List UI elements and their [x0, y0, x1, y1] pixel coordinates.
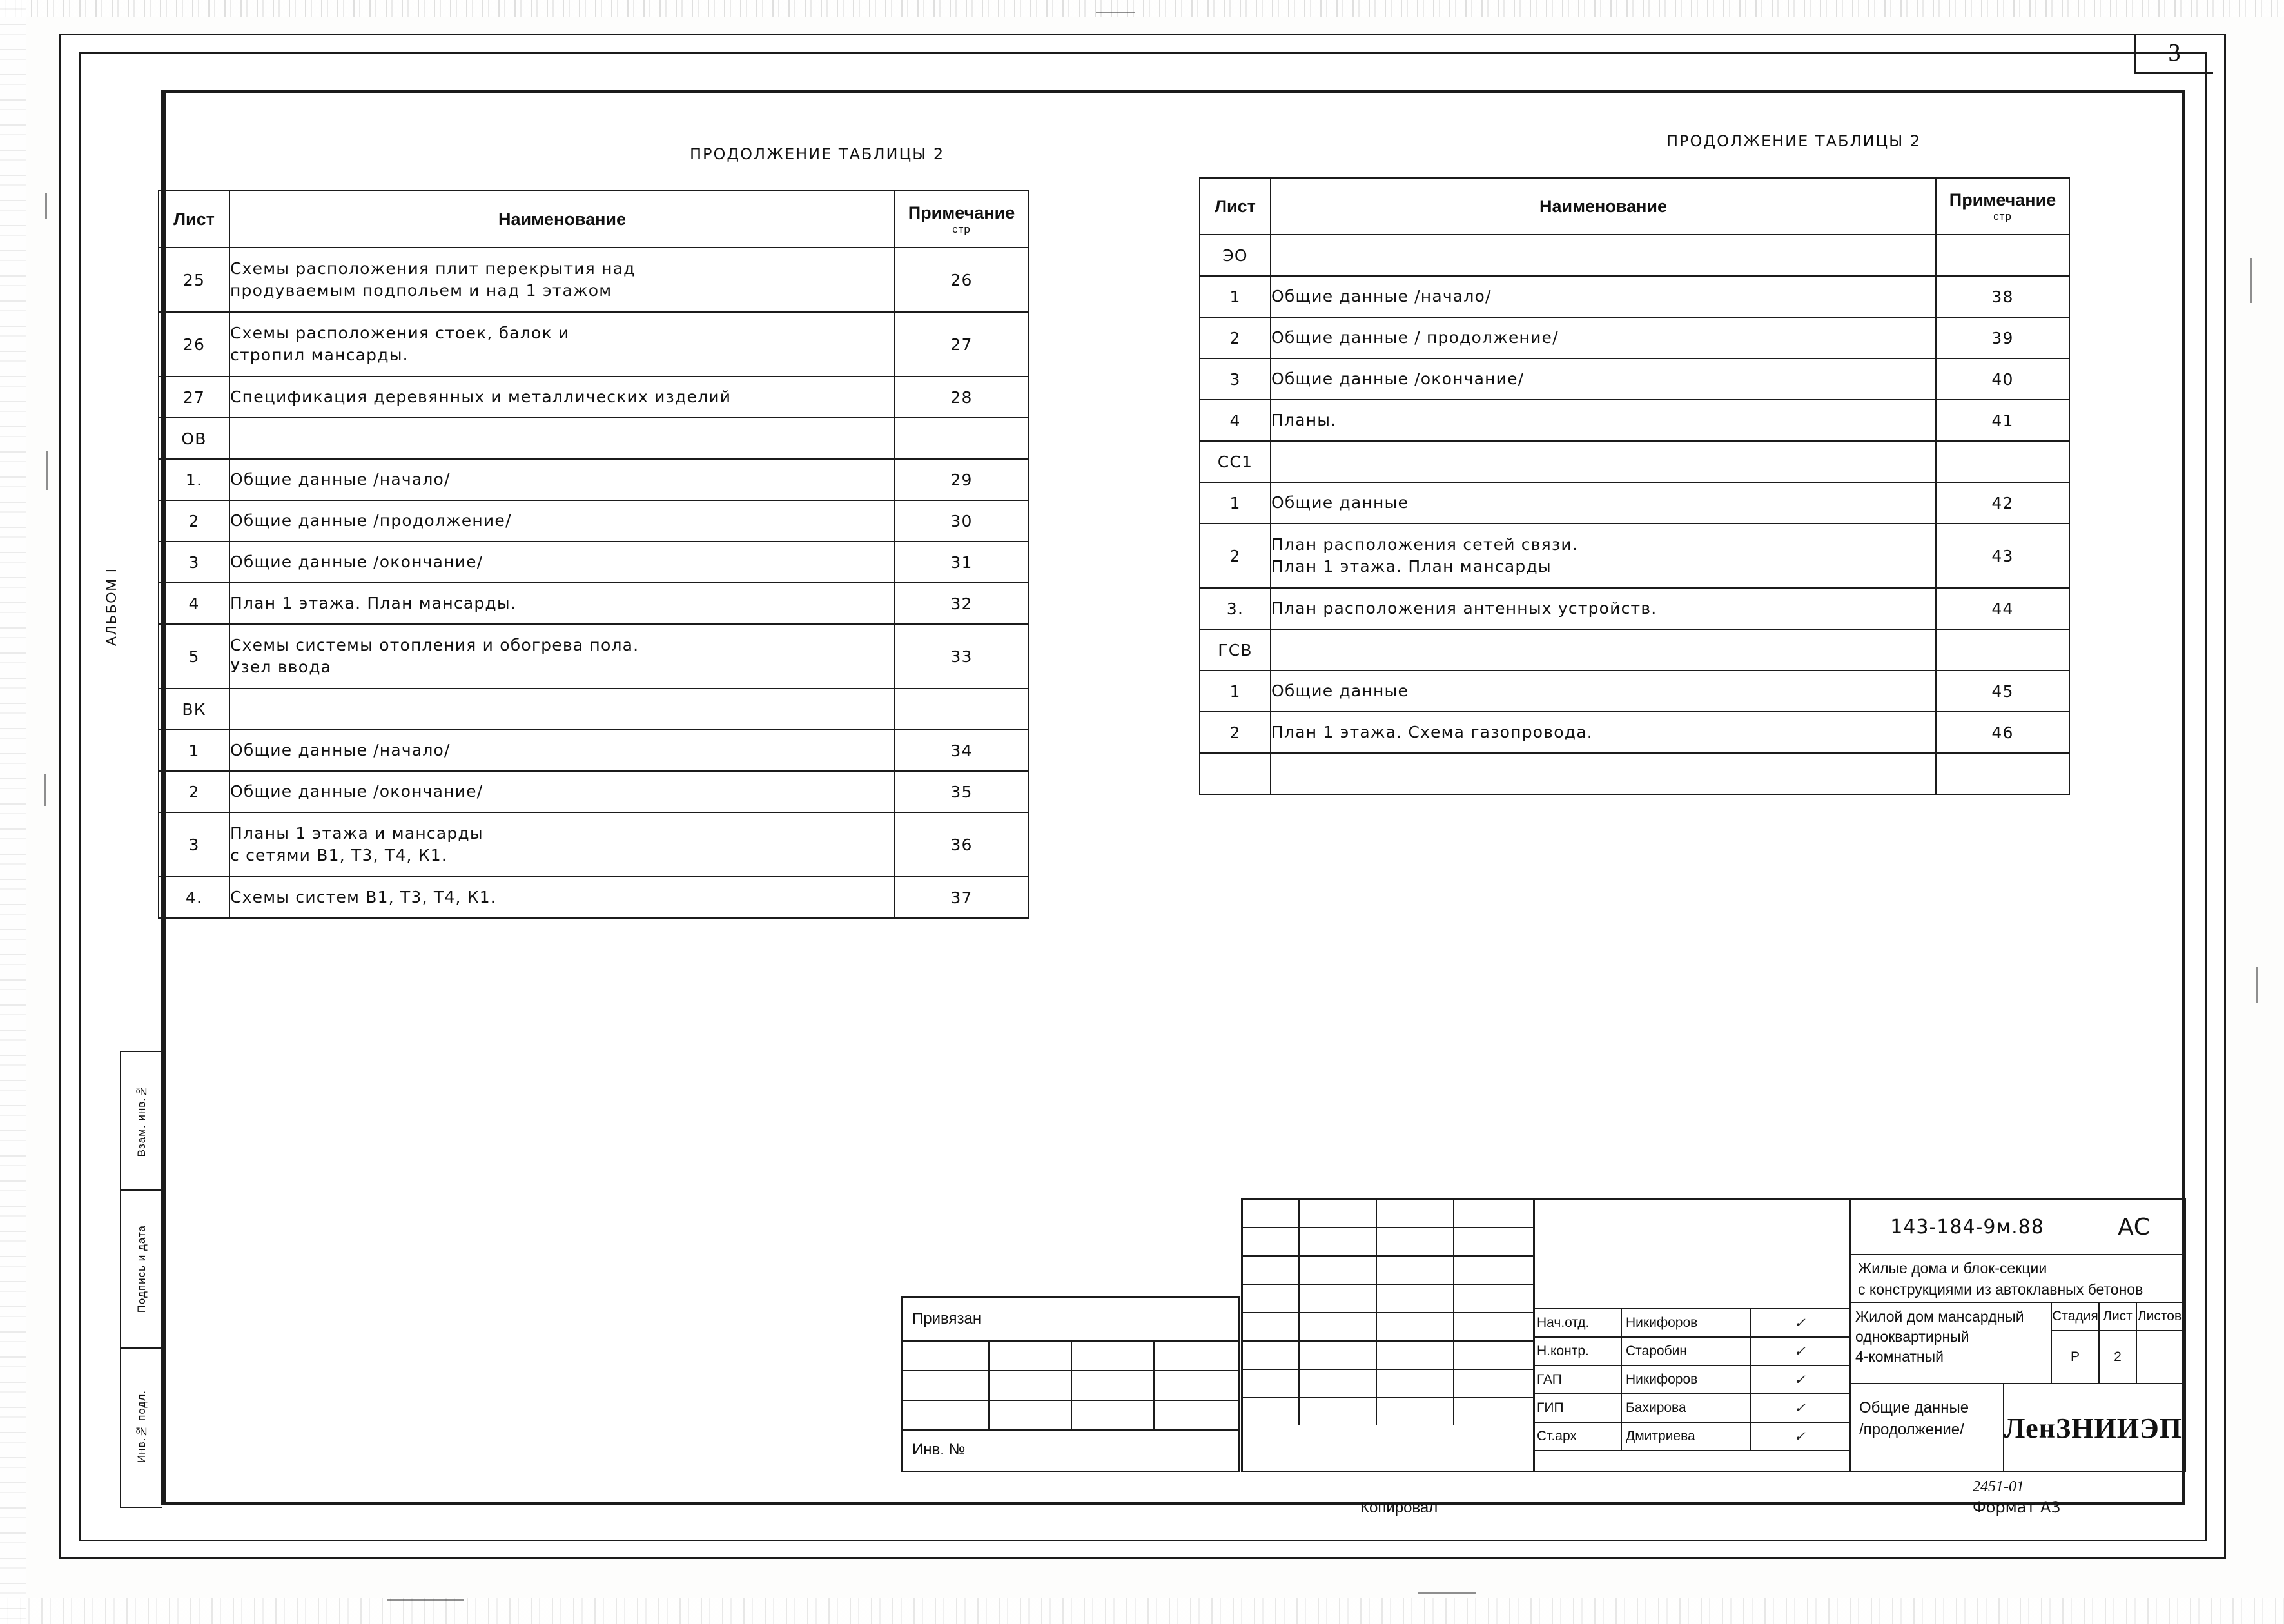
stage-header-listov: Листов — [2137, 1309, 2182, 1324]
row-page-number: 41 — [1936, 400, 2069, 441]
row-page-number: 42 — [1936, 482, 2069, 523]
left-header-sheet: Лист — [159, 191, 229, 248]
table-row — [159, 459, 1028, 500]
row-page-number — [1936, 629, 2069, 670]
row-name: Общие данные /начало/ — [229, 459, 895, 500]
row-page-number: 28 — [895, 377, 1028, 418]
right-header-note — [1936, 178, 2069, 235]
title-block-object-row — [1849, 1303, 2182, 1384]
row-page-number: 31 — [895, 542, 1028, 583]
revision-row — [1243, 1313, 1533, 1342]
revision-row — [1243, 1200, 1533, 1228]
title-block-footer — [1849, 1384, 2182, 1472]
binding-block-inv-label: Инв. № — [912, 1441, 966, 1458]
left-table-body — [159, 248, 1028, 918]
row-name: Общие данные — [1271, 482, 1936, 523]
signature-row — [1533, 1423, 1849, 1451]
stage-value-row — [2052, 1331, 2182, 1383]
row-page-number: 45 — [1936, 670, 2069, 712]
object-description — [1849, 1303, 2052, 1383]
title-block-subtitle — [1849, 1255, 2182, 1303]
table-row — [1200, 629, 2069, 670]
table-row — [1200, 235, 2069, 276]
row-page-number: 27 — [895, 312, 1028, 377]
row-page-number: 32 — [895, 583, 1028, 624]
gost-label-vzam: Взам. инв.№ — [135, 1084, 148, 1157]
row-sheet-number: 2 — [159, 771, 229, 812]
kopiroval-label: Копировал — [1360, 1499, 1438, 1516]
row-sheet-number: 2 — [1200, 523, 1271, 588]
signature-role: Нач.отд. — [1533, 1309, 1622, 1336]
signature-name: Дмитриева — [1622, 1423, 1751, 1450]
stage-value-stadia: Р — [2052, 1331, 2100, 1383]
row-name: Общие данные / продолжение/ — [1271, 317, 1936, 358]
gost-label-inv: Инв.№ подл. — [135, 1390, 148, 1463]
row-sheet-number: ВК — [159, 689, 229, 730]
binding-block-row — [903, 1342, 1238, 1371]
title-block — [1241, 1198, 2186, 1472]
row-sheet-number: 27 — [159, 377, 229, 418]
revision-row — [1243, 1257, 1533, 1285]
table-row — [159, 624, 1028, 689]
row-sheet-number: 2 — [1200, 712, 1271, 753]
row-page-number: 40 — [1936, 358, 2069, 400]
revision-row — [1243, 1228, 1533, 1257]
row-name: Общие данные /окончание/ — [229, 542, 895, 583]
signature-row — [1533, 1338, 1849, 1366]
table-row — [159, 418, 1028, 459]
signature-mark: ✓ — [1794, 1400, 1806, 1416]
row-name: Общие данные — [1271, 670, 1936, 712]
album-label: АЛЬБОМ I — [103, 567, 119, 646]
row-sheet-number: СС1 — [1200, 441, 1271, 482]
table-row — [159, 500, 1028, 542]
title-block-revision-grid — [1243, 1200, 1535, 1471]
row-sheet-number: 4 — [1200, 400, 1271, 441]
table-row — [1200, 400, 2069, 441]
signature-name: Никифоров — [1622, 1366, 1751, 1393]
right-header-name: Наименование — [1271, 178, 1936, 235]
table-row — [1200, 441, 2069, 482]
document-caption-line2: /продолжение/ — [1859, 1421, 1964, 1438]
row-sheet-number: 1 — [1200, 670, 1271, 712]
row-name: План расположения сетей связи. План 1 этажа. План мансарды — [1271, 523, 1936, 588]
gost-left-stamp-column — [120, 1051, 162, 1508]
right-header-note-sub: стр — [1993, 210, 2012, 222]
row-sheet-number: 25 — [159, 248, 229, 312]
row-page-number: 39 — [1936, 317, 2069, 358]
table-row — [159, 877, 1028, 918]
format-label: Формат А3 — [1973, 1498, 2061, 1516]
left-header-note — [895, 191, 1028, 248]
table-row — [1200, 712, 2069, 753]
object-line1: Жилой дом мансардный — [1855, 1308, 2024, 1325]
table-row — [159, 248, 1028, 312]
gost-cell-podpis — [121, 1191, 162, 1349]
row-name: Общие данные /начало/ — [229, 730, 895, 771]
binding-block-title: Привязан — [903, 1298, 1238, 1342]
right-table-header-row — [1200, 178, 2069, 235]
row-page-number: 34 — [895, 730, 1028, 771]
left-header-name: Наименование — [229, 191, 895, 248]
revision-row — [1243, 1285, 1533, 1313]
table-row — [1200, 588, 2069, 629]
object-line2: одноквартирный — [1855, 1328, 1969, 1345]
table-row — [159, 771, 1028, 812]
row-page-number: 38 — [1936, 276, 2069, 317]
row-page-number — [895, 418, 1028, 459]
signature-role: ГИП — [1533, 1394, 1622, 1422]
row-sheet-number: 1 — [1200, 482, 1271, 523]
left-header-note-text: Примечание — [908, 202, 1015, 222]
row-sheet-number: 1 — [1200, 276, 1271, 317]
right-table — [1199, 177, 2070, 795]
frame-bottom-strip — [161, 1502, 2185, 1505]
table-row — [159, 730, 1028, 771]
row-page-number: 36 — [895, 812, 1028, 877]
gost-label-podpis: Подпись и дата — [135, 1225, 148, 1313]
signature-mark: ✓ — [1794, 1371, 1806, 1387]
row-sheet-number: 2 — [159, 500, 229, 542]
drawing-code: 143-184-9м.88 — [1890, 1215, 2044, 1238]
row-sheet-number: 4 — [159, 583, 229, 624]
row-name — [1271, 629, 1936, 670]
organization-name: ЛенЗНИИЭП — [2004, 1412, 2182, 1444]
row-page-number: 37 — [895, 877, 1028, 918]
signature-blank-area — [1533, 1200, 1849, 1309]
table-row — [1200, 670, 2069, 712]
scan-noise-top — [0, 0, 2284, 17]
row-page-number: 35 — [895, 771, 1028, 812]
row-name: Схемы расположения стоек, балок и стропил мансарды. — [229, 312, 895, 377]
signature-name: Никифоров — [1622, 1309, 1751, 1336]
title-block-code-row — [1849, 1200, 2182, 1255]
drawing-mark: АС — [2118, 1213, 2150, 1240]
row-page-number: 29 — [895, 459, 1028, 500]
table-row — [159, 689, 1028, 730]
row-name: Общие данные /окончание/ — [229, 771, 895, 812]
row-page-number — [1936, 753, 2069, 794]
signature-name: Старобин — [1622, 1338, 1751, 1365]
table-row — [1200, 523, 2069, 588]
right-header-sheet: Лист — [1200, 178, 1271, 235]
row-sheet-number: 2 — [1200, 317, 1271, 358]
row-page-number: 33 — [895, 624, 1028, 689]
frame-top-strip — [161, 90, 2185, 93]
table-row — [159, 812, 1028, 877]
row-sheet-number: ГСВ — [1200, 629, 1271, 670]
row-name — [229, 418, 895, 459]
row-name: Спецификация деревянных и металлических изделий — [229, 377, 895, 418]
scan-noise-bottom — [0, 1598, 2284, 1624]
title-block-right — [1849, 1200, 2182, 1471]
object-line3: 4-комнатный — [1855, 1348, 1944, 1365]
row-sheet-number: 1 — [159, 730, 229, 771]
scan-noise-left — [0, 0, 26, 1624]
title-block-signatures — [1533, 1200, 1851, 1471]
row-sheet-number: 3 — [1200, 358, 1271, 400]
row-sheet-number: ЭО — [1200, 235, 1271, 276]
left-header-note-sub: стр — [952, 222, 971, 235]
signature-row — [1533, 1309, 1849, 1338]
subtitle-line1: Жилые дома и блок-секции — [1858, 1260, 2047, 1277]
row-page-number — [895, 689, 1028, 730]
document-caption — [1849, 1384, 2004, 1472]
stage-value-listov — [2137, 1331, 2182, 1383]
revision-row — [1243, 1342, 1533, 1370]
table-row — [159, 377, 1028, 418]
row-name — [1271, 441, 1936, 482]
signature-name: Бахирова — [1622, 1394, 1751, 1422]
stage-header-stadia: Стадия — [2052, 1303, 2100, 1330]
row-name: Планы 1 этажа и мансарды с сетями В1, Т3, Т4, К1. — [229, 812, 895, 877]
row-name — [229, 689, 895, 730]
signature-role: Н.контр. — [1533, 1338, 1622, 1365]
stage-value-list: 2 — [2100, 1331, 2137, 1383]
table-row — [1200, 276, 2069, 317]
row-name: Схемы систем В1, Т3, Т4, К1. — [229, 877, 895, 918]
right-header-note-text: Примечание — [1949, 190, 2056, 210]
signature-mark: ✓ — [1794, 1343, 1806, 1359]
row-name: Общие данные /окончание/ — [1271, 358, 1936, 400]
format-code: 2451-01 — [1973, 1478, 2024, 1495]
left-table-caption: ПРОДОЛЖЕНИЕ ТАБЛИЦЫ 2 — [690, 145, 945, 163]
signature-row — [1533, 1366, 1849, 1394]
signature-role: Ст.арх — [1533, 1423, 1622, 1450]
document-caption-line1: Общие данные — [1859, 1399, 1969, 1416]
binding-block-row — [903, 1401, 1238, 1431]
row-page-number — [1936, 441, 2069, 482]
row-name: Общие данные /начало/ — [1271, 276, 1936, 317]
row-page-number — [1936, 235, 2069, 276]
row-sheet-number: 3 — [159, 542, 229, 583]
left-table-header-row — [159, 191, 1028, 248]
gost-cell-vzam — [121, 1052, 162, 1191]
gost-cell-inv — [121, 1349, 162, 1504]
row-name: Планы. — [1271, 400, 1936, 441]
left-table — [158, 190, 1029, 919]
signature-role: ГАП — [1533, 1366, 1622, 1393]
row-sheet-number: 3 — [159, 812, 229, 877]
right-table-caption: ПРОДОЛЖЕНИЕ ТАБЛИЦЫ 2 — [1666, 132, 1922, 150]
subtitle-line2: с конструкциями из автоклавных бетонов — [1858, 1281, 2143, 1298]
table-row — [1200, 358, 2069, 400]
table-row — [159, 312, 1028, 377]
table-row — [159, 583, 1028, 624]
binding-block-row — [903, 1371, 1238, 1401]
row-name: План 1 этажа. План мансарды. — [229, 583, 895, 624]
row-sheet-number: 26 — [159, 312, 229, 377]
right-table-body — [1200, 235, 2069, 794]
table-row — [159, 542, 1028, 583]
row-page-number: 46 — [1936, 712, 2069, 753]
row-sheet-number: 1. — [159, 459, 229, 500]
table-row — [1200, 482, 2069, 523]
signature-mark: ✓ — [1794, 1315, 1806, 1331]
row-name: План 1 этажа. Схема газопровода. — [1271, 712, 1936, 753]
stage-header-list: Лист — [2100, 1303, 2137, 1330]
row-sheet-number — [1200, 753, 1271, 794]
row-sheet-number: 3. — [1200, 588, 1271, 629]
signature-mark: ✓ — [1794, 1428, 1806, 1444]
row-name: Схемы расположения плит перекрытия над продуваемым подпольем и над 1 этажом — [229, 248, 895, 312]
row-sheet-number: ОВ — [159, 418, 229, 459]
row-name: Схемы системы отопления и обогрева пола. Узел ввода — [229, 624, 895, 689]
table-row — [1200, 753, 2069, 794]
row-name — [1271, 235, 1936, 276]
signature-row — [1533, 1394, 1849, 1423]
row-name — [1271, 753, 1936, 794]
row-sheet-number: 5 — [159, 624, 229, 689]
table-row — [1200, 317, 2069, 358]
format-note — [1973, 1476, 2061, 1518]
binding-block — [901, 1296, 1240, 1472]
row-name: План расположения антенных устройств. — [1271, 588, 1936, 629]
stage-header-row — [2052, 1303, 2182, 1331]
row-name: Общие данные /продолжение/ — [229, 500, 895, 542]
row-page-number: 30 — [895, 500, 1028, 542]
row-page-number: 26 — [895, 248, 1028, 312]
revision-row — [1243, 1398, 1533, 1425]
revision-row — [1243, 1370, 1533, 1398]
row-sheet-number: 4. — [159, 877, 229, 918]
page-number: 3 — [2134, 34, 2213, 74]
row-page-number: 43 — [1936, 523, 2069, 588]
stage-sheet-table — [2052, 1303, 2182, 1383]
row-page-number: 44 — [1936, 588, 2069, 629]
